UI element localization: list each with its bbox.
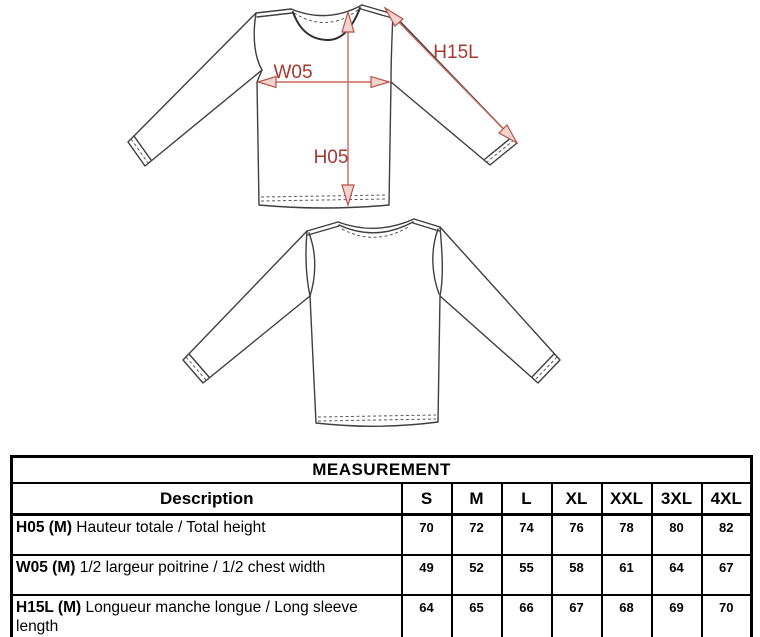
measurement-value: 69 bbox=[652, 595, 702, 637]
measure-code: H15L (M) bbox=[16, 599, 82, 616]
column-header-s: S bbox=[402, 483, 452, 515]
table-row-w05 bbox=[12, 555, 752, 595]
measurement-value: 66 bbox=[502, 595, 552, 637]
measurement-value: 64 bbox=[652, 555, 702, 595]
measure-code: W05 (M) bbox=[16, 559, 76, 576]
h15l-arrow bbox=[385, 8, 517, 143]
w05-label: W05 bbox=[273, 62, 313, 83]
measure-label: 1/2 largeur poitrine / 1/2 chest width bbox=[79, 559, 326, 576]
front-left-cuff-line bbox=[134, 136, 151, 160]
measurement-value: 70 bbox=[702, 595, 752, 637]
table-title: MEASUREMENT bbox=[12, 457, 752, 484]
row-description bbox=[12, 555, 402, 595]
measurement-value: 65 bbox=[452, 595, 502, 637]
column-header-m: M bbox=[452, 483, 502, 515]
back-left-shoulder-seam bbox=[307, 222, 339, 235]
measurement-value: 72 bbox=[452, 515, 502, 556]
measurement-value: 67 bbox=[702, 555, 752, 595]
back-left-cuff-stitch bbox=[186, 357, 206, 380]
measurement-value: 70 bbox=[402, 515, 452, 556]
measurement-value: 78 bbox=[602, 515, 652, 556]
h05-label: H05 bbox=[313, 147, 349, 168]
measurement-table bbox=[10, 455, 753, 637]
back-body-outline bbox=[306, 227, 442, 426]
measure-label: Hauteur totale / Total height bbox=[76, 519, 266, 536]
measurement-value: 61 bbox=[602, 555, 652, 595]
back-left-sleeve bbox=[183, 231, 310, 383]
measure-code: H05 (M) bbox=[16, 519, 72, 536]
column-header-3xl: 3XL bbox=[652, 483, 702, 515]
measurement-value: 76 bbox=[552, 515, 602, 556]
measure-label: Longueur manche longue / Long sleeve length bbox=[16, 599, 358, 636]
column-header-description: Description bbox=[12, 483, 402, 515]
measurement-value: 82 bbox=[702, 515, 752, 556]
w05-arrowhead-right bbox=[371, 77, 389, 88]
row-description bbox=[12, 595, 402, 637]
back-right-sleeve bbox=[440, 227, 560, 383]
back-right-cuff-line bbox=[532, 354, 554, 377]
dimension-annotations bbox=[258, 8, 517, 205]
row-description bbox=[12, 515, 402, 556]
h05-arrow bbox=[342, 12, 354, 205]
table-header-row bbox=[12, 483, 752, 515]
front-right-cuff-stitch bbox=[487, 140, 514, 162]
front-right-cuff-line bbox=[485, 137, 512, 159]
back-left-cuff-line bbox=[189, 354, 209, 377]
measurement-value: 67 bbox=[552, 595, 602, 637]
column-header-l: L bbox=[502, 483, 552, 515]
table-title-row bbox=[12, 457, 752, 484]
measurement-value: 55 bbox=[502, 555, 552, 595]
front-left-sleeve bbox=[128, 13, 262, 166]
measurement-value: 64 bbox=[402, 595, 452, 637]
table-row-h15l bbox=[12, 595, 752, 637]
front-right-sleeve bbox=[391, 14, 517, 165]
front-left-shoulder-seam bbox=[256, 9, 292, 17]
column-header-xxl: XXL bbox=[602, 483, 652, 515]
front-body-outline bbox=[254, 13, 393, 208]
back-right-cuff-stitch bbox=[535, 357, 557, 380]
column-header-xl: XL bbox=[552, 483, 602, 515]
measurement-value: 52 bbox=[452, 555, 502, 595]
column-header-4xl: 4XL bbox=[702, 483, 752, 515]
measurement-value: 74 bbox=[502, 515, 552, 556]
back-right-armhole-seam bbox=[433, 229, 439, 294]
front-hem-stitch bbox=[261, 195, 387, 201]
h15l-label: H15L bbox=[433, 42, 479, 63]
back-view-drawing bbox=[183, 219, 560, 426]
h05-arrowhead-bottom bbox=[342, 185, 354, 205]
measurement-value: 80 bbox=[652, 515, 702, 556]
table-row-h05 bbox=[12, 515, 752, 556]
back-right-shoulder-seam bbox=[413, 219, 440, 231]
back-hem-stitch bbox=[318, 415, 436, 421]
front-view-drawing bbox=[128, 5, 517, 208]
back-left-armhole-seam bbox=[309, 233, 315, 296]
measurement-value: 58 bbox=[552, 555, 602, 595]
measurement-value: 49 bbox=[402, 555, 452, 595]
measurement-value: 68 bbox=[602, 595, 652, 637]
